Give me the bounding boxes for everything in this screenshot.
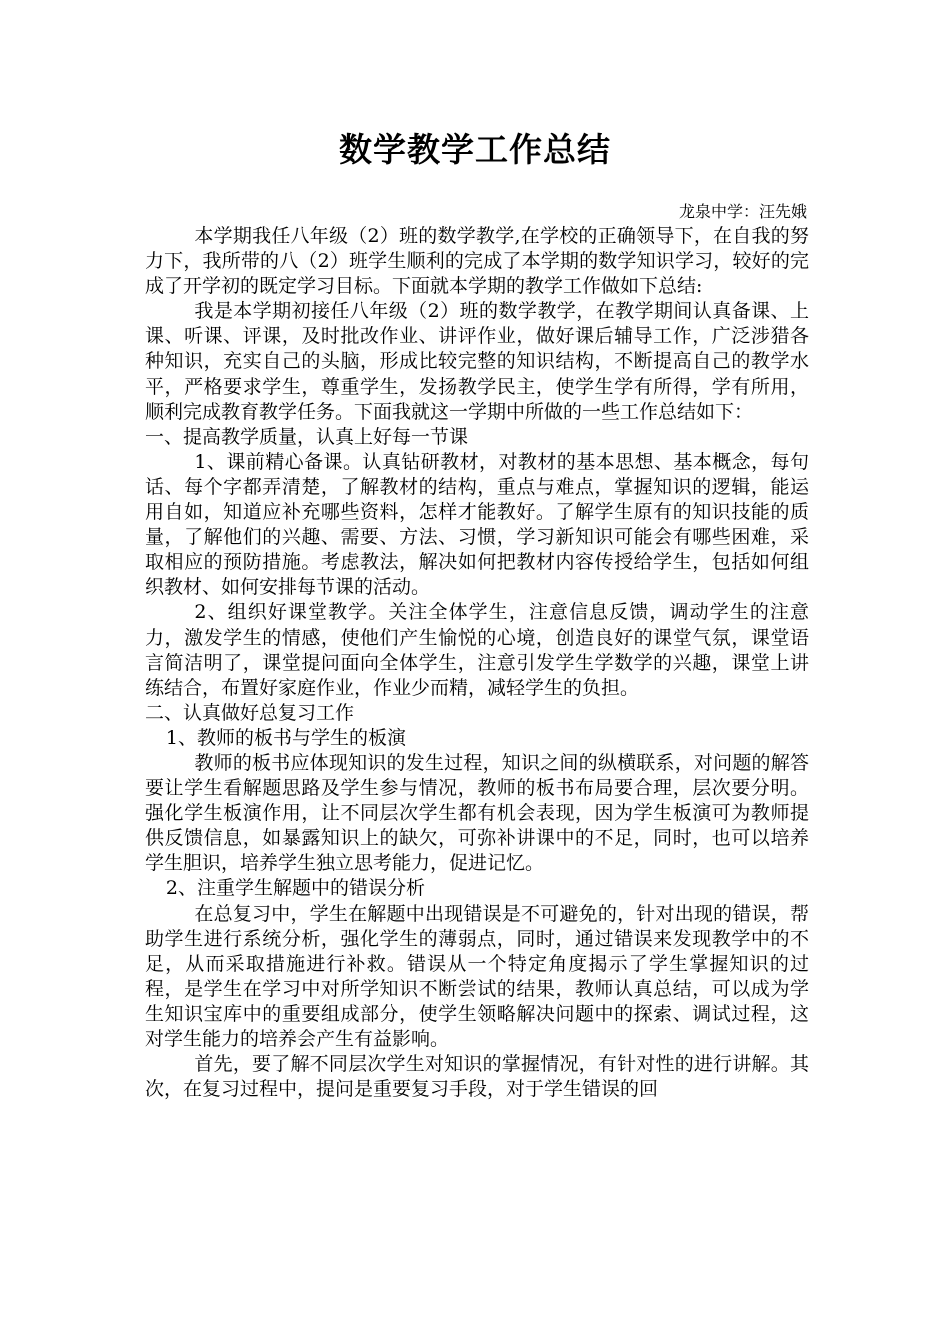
paragraph-error-analysis: 在总复习中，学生在解题中出现错误是不可避免的，针对出现的错误，帮助学生进行系统分析，强化学生的薄弱点，同时，通过错误来发现教学中的不足，从而采取措施进行补救。错误从一个特定角度揭示了学生掌握知识的过程，是学生在学习中对所学知识不断尝试的结果，教师认真总结，可以成为学生知识宝库中的重要组成部分，使学生领略解决问题中的探索、调试过程，这对学生能力的培养会产生有益影响。	[145, 902, 809, 1050]
subsection-heading-1: 1、教师的板书与学生的板演	[165, 726, 406, 749]
section-heading-1: 一、提高教学质量，认真上好每一节课	[145, 425, 469, 448]
document-title: 数学教学工作总结	[339, 130, 611, 169]
paragraph-firstly: 首先，要了解不同层次学生对知识的掌握情况，有针对性的进行讲解。其次，在复习过程中，提问是重要复习手段，对于学生错误的回	[145, 1053, 809, 1101]
document-body	[145, 224, 809, 1102]
paragraph-overview: 我是本学期初接任八年级（2）班的数学教学，在教学期间认真备课、上课、听课、评课，及时批改作业、讲评作业，做好课后辅导工作，广泛涉猎各种知识，充实自己的头脑，形成比较完整的知识结构，不断提高自己的教学水平，严格要求学生，尊重学生，发扬教学民主，使学生学有所得，学有所用，顺利完成教育教学任务。下面我就这一学期中所做的一些工作总结如下：	[145, 300, 809, 423]
subsection-heading-2: 2、注重学生解题中的错误分析	[165, 877, 425, 900]
paragraph-intro: 本学期我任八年级（2）班的数学教学,在学校的正确领导下，在自我的努力下，我所带的八（2）班学生顺利的完成了本学期的数学知识学习，较好的完成了开学初的既定学习目标。下面就本学期的教学工作做如下总结:	[145, 225, 809, 298]
paragraph-blackboard: 教师的板书应体现知识的发生过程，知识之间的纵横联系，对问题的解答要让学生看解题思路及学生参与情况，教师的板书布局要合理，层次要分明。强化学生板演作用，让不同层次学生都有机会表现，因为学生板演可为教师提供反馈信息，如暴露知识上的缺欠，可弥补讲课中的不足，同时，也可以培养学生胆识，培养学生独立思考能力，促进记忆。	[145, 751, 809, 875]
paragraph-lesson-prep: 1、课前精心备课。认真钻研教材，对教材的基本思想、基本概念，每句话、每个字都弄清楚，了解教材的结构，重点与难点，掌握知识的逻辑，能运用自如，知道应补充哪些资料，怎样才能教好。了解学生原有的知识技能的质量，了解他们的兴趣、需要、方法、习惯，学习新知识可能会有哪些困难，采取相应的预防措施。考虑教法，解决如何把教材内容传授给学生，包括如何组织教材、如何安排每节课的活动。	[145, 450, 809, 599]
document-author: 龙泉中学：汪先娥	[678, 202, 807, 221]
section-heading-2: 二、认真做好总复习工作	[145, 701, 355, 724]
paragraph-classroom: 2、组织好课堂教学。关注全体学生，注意信息反馈，调动学生的注意力，激发学生的情感，使他们产生愉悦的心境，创造良好的课堂气氛，课堂语言简洁明了，课堂提问面向全体学生，注意引发学生学数学的兴趣，课堂上讲练结合，布置好家庭作业，作业少而精，减轻学生的负担。	[145, 601, 809, 699]
